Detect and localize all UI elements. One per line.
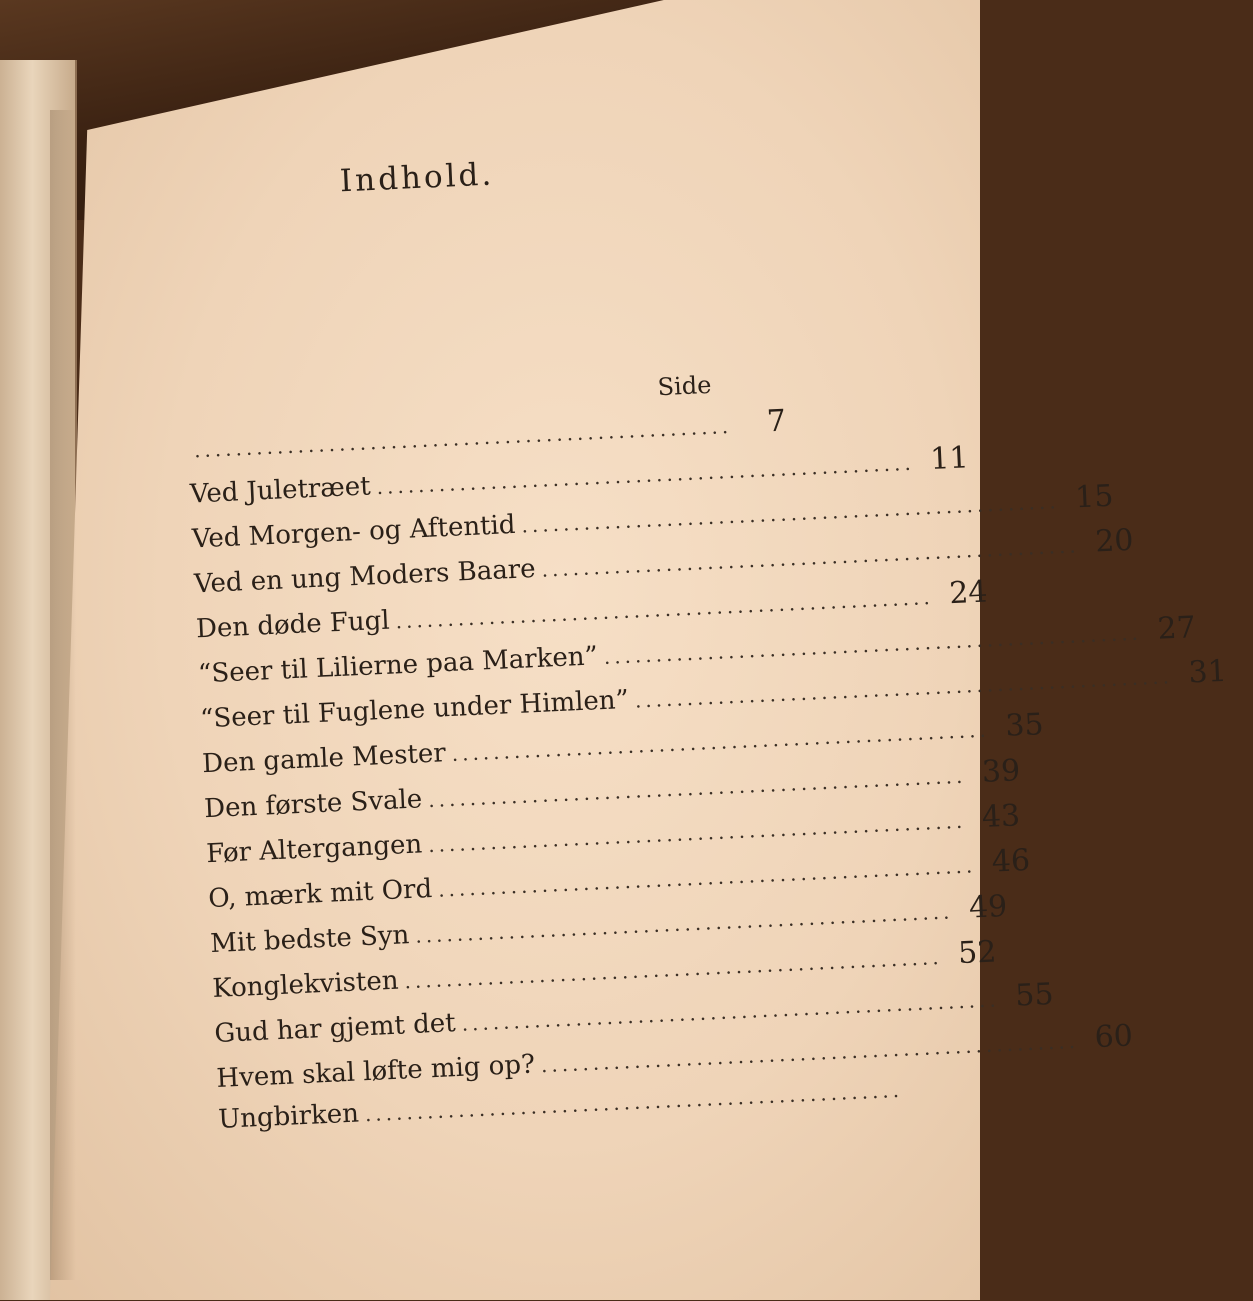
toc-entry-page: 35	[1004, 707, 1045, 744]
page-column-header: Side	[656, 370, 712, 402]
toc-entry-title: Før Altergangen	[205, 829, 423, 870]
toc-entry-title: “Seer til Fuglene under Himlen”	[199, 684, 630, 735]
toc-entry-title: Hvem skal løfte mig op?	[215, 1049, 536, 1094]
toc-entry-page: 27	[1156, 610, 1197, 647]
toc-entry-page: 15	[1074, 478, 1115, 516]
dot-leader: ....................................................	[437, 853, 977, 902]
toc-entry-page: 49	[968, 888, 1008, 926]
dot-leader: ....................................................	[520, 489, 1061, 538]
toc-entry-page: 52	[957, 934, 998, 972]
toc-entry-title: Den første Svale	[203, 784, 423, 825]
toc-entry-page: 24	[948, 574, 989, 612]
toc-entry-page: 31	[1187, 653, 1228, 691]
toc-entry-title: Den gamle Mester	[201, 738, 447, 780]
toc-entry-page: 43	[981, 798, 1021, 835]
toc-entry-page: 46	[991, 842, 1031, 880]
dot-leader: ....................................................	[193, 413, 733, 463]
dot-leader: ....................................................	[427, 763, 967, 813]
toc-entry-title: Mit bedste Syn	[209, 920, 410, 960]
toc-entry-page: 11	[929, 440, 970, 477]
page-title: Indhold.	[339, 156, 495, 200]
dot-leader: ....................................................	[540, 533, 1081, 582]
dot-leader: ....................................................	[395, 584, 935, 634]
dot-leader: ....................................................	[461, 987, 1001, 1036]
toc-entry-page: 7	[766, 403, 787, 440]
toc-entry-title: Ungbirken	[217, 1098, 360, 1135]
toc-entry-title: Ved Juletræet	[189, 471, 372, 510]
dot-leader: ....................................................	[427, 808, 967, 858]
toc-entry-page: 55	[1014, 976, 1055, 1014]
toc-entry-title: Gud har gjemt det	[213, 1008, 457, 1050]
dot-leader: ....................................................	[451, 717, 991, 766]
dot-leader: ....................................................	[634, 664, 1174, 713]
dot-leader: ....................................................	[603, 620, 1143, 669]
dot-leader: ....................................................	[540, 1028, 1080, 1078]
table-of-contents	[187, 403, 1228, 1150]
toc-entry-title: Konglekvisten	[211, 965, 400, 1005]
dot-leader: ....................................................	[403, 944, 944, 994]
dot-leader: ....................................................	[414, 899, 954, 948]
toc-entry-title: Ved Morgen- og Aftentid	[191, 509, 517, 555]
toc-entry-page: 60	[1093, 1018, 1134, 1056]
toc-entry-title: Ved en ung Moders Baare	[193, 553, 537, 600]
toc-entry-title: “Seer til Lilierne paa Marken”	[197, 641, 599, 690]
toc-entry-title: O, mærk mit Ord	[207, 874, 433, 915]
toc-entry-page: 39	[981, 753, 1021, 790]
dot-leader: ....................................................	[364, 1077, 904, 1127]
dot-leader: ....................................................	[376, 450, 916, 500]
toc-entry-title: Den døde Fugl	[195, 605, 391, 645]
toc-entry-page: 20	[1094, 522, 1135, 560]
toc-entry-page	[909, 1094, 957, 1096]
